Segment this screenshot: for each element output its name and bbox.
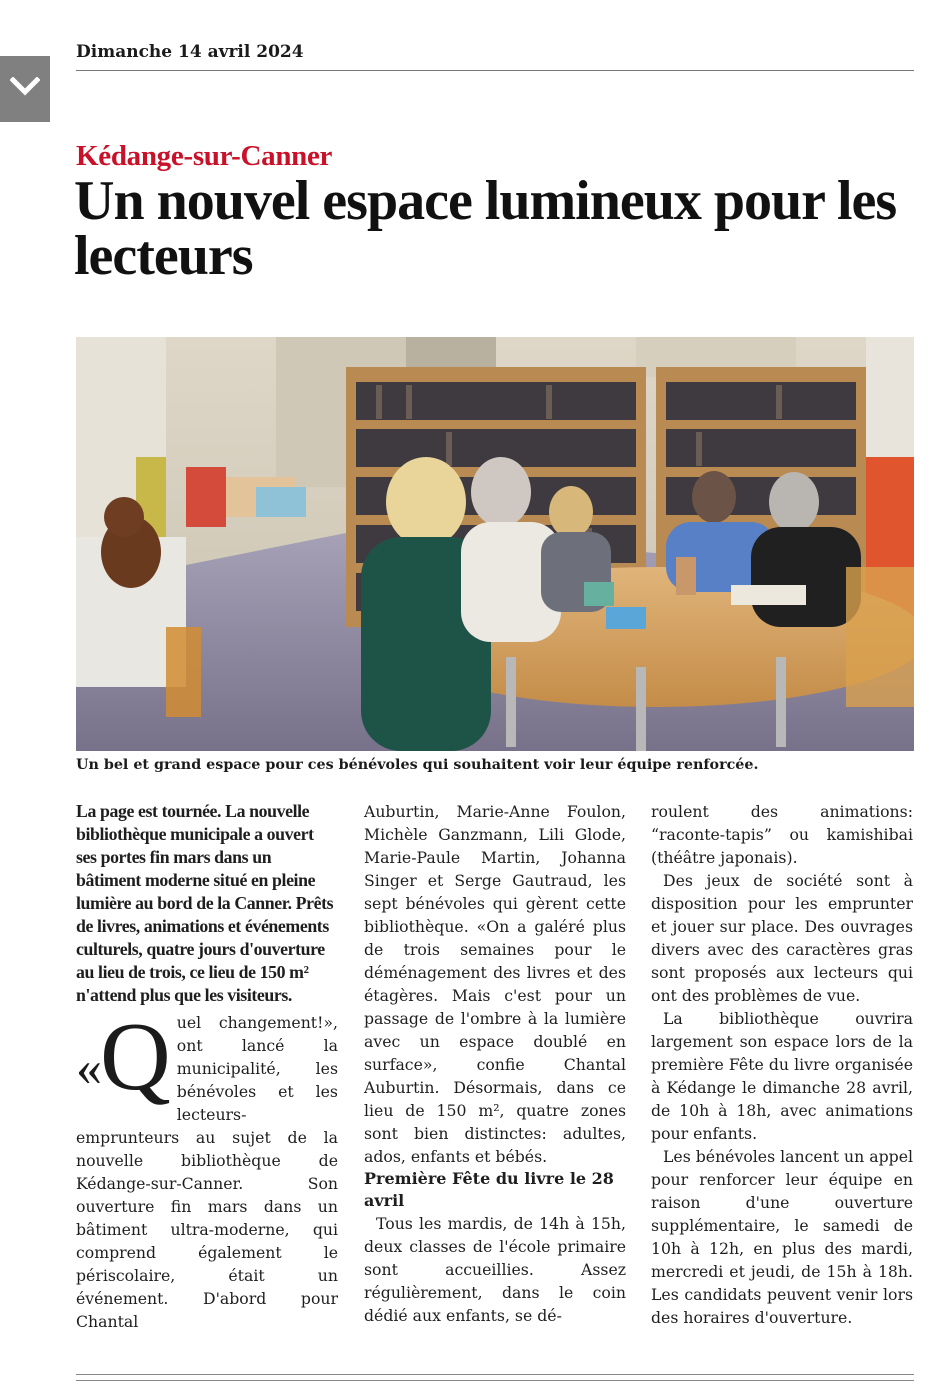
article-photo (76, 337, 914, 751)
photo-caption: Un bel et grand espace pour ces bénévoles qui souhaitent voir leur équipe renforcée. (76, 757, 759, 773)
body-paragraph: uel changement!», ont lancé la municipalité, les bénévoles et les lecteurs-emprunteurs au sujet de la nouvelle bibliothèque de Kédange-sur-Canner. Son ouverture fin mars dans un bâtiment ultra-moderne, qui comprend également le périscolaire, était un événement. D'abord pour Chantal (76, 1013, 338, 1331)
article-column-1 (76, 800, 338, 1333)
opening-quote: « (76, 1040, 102, 1097)
body-paragraph: Des jeux de société sont à disposition pour les emprunter et jouer sur place. Des ouvrages divers avec des caractères gras sont proposés aux lecteurs qui ont des problèmes de vue. (651, 871, 913, 1005)
dropcap-letter: Q (100, 1003, 171, 1111)
article-lede: La page est tournée. La nouvelle bibliothèque municipale a ouvert ses portes fin mars dans un bâtiment moderne situé en pleine lumière au bord de la Canner. Prêts de livres, animations et événements culturels, quatre jours d'ouverture au lieu de trois, ce lieu de 150 m² n'attend plus que les visiteurs. (76, 801, 334, 1005)
article-subhead: Première Fête du livre le 28 avril (364, 1169, 614, 1210)
body-paragraph: Les bénévoles lancent un appel pour renforcer leur équipe en raison d'une ouverture supplémentaire, le samedi de 10h à 12h, en plus des mardi, mercredi et jeudi, de 15h à 18h. Les candidats peuvent venir lors des horaires d'ouverture. (651, 1147, 913, 1327)
article-column-3 (651, 800, 913, 1329)
footer-divider (76, 1374, 914, 1375)
dropcap (76, 1003, 171, 1111)
chevron-down-icon (10, 77, 40, 101)
body-paragraph: Tous les mardis, de 14h à 15h, deux classes de l'école primaire sont accueillies. Assez régulièrement, dans le coin dédié aux enfants, se dé- (364, 1214, 626, 1325)
article-title: Un nouvel espace lumineux pour les lecteurs (74, 170, 897, 287)
collapse-toggle-button[interactable] (0, 56, 50, 122)
header-divider (76, 70, 914, 71)
article-kicker: Kédange-sur-Canner (76, 140, 333, 172)
body-paragraph: Auburtin, Marie-Anne Foulon, Michèle Ganzmann, Lili Glode, Marie-Paule Martin, Johanna Singer et Serge Gautraud, les sept bénévoles qui gèrent cette bibliothèque. «On a galéré plus de trois semaines pour le déménagement des livres et des étagères. Mais c'est pour un passage de l'ombre à la lumière avec un espace doublé en surface», confie Chantal Auburtin. Désormais, dans ce lieu de 150 m², quatre zones sont bien distinctes: adultes, ados, enfants et bébés. (364, 802, 626, 1166)
body-paragraph: La bibliothèque ouvrira largement son espace lors de la première Fête du livre organisée à Kédange le dimanche 28 avril, de 10h à 18h, avec animations pour enfants. (651, 1009, 913, 1143)
dropcap-paragraph (76, 1003, 338, 1333)
issue-date: Dimanche 14 avril 2024 (76, 42, 304, 62)
body-paragraph: roulent des animations: “raconte-tapis” ou kamishibai (théâtre japonais). (651, 802, 913, 867)
footer-divider (76, 1380, 914, 1381)
article-column-2 (364, 800, 626, 1327)
